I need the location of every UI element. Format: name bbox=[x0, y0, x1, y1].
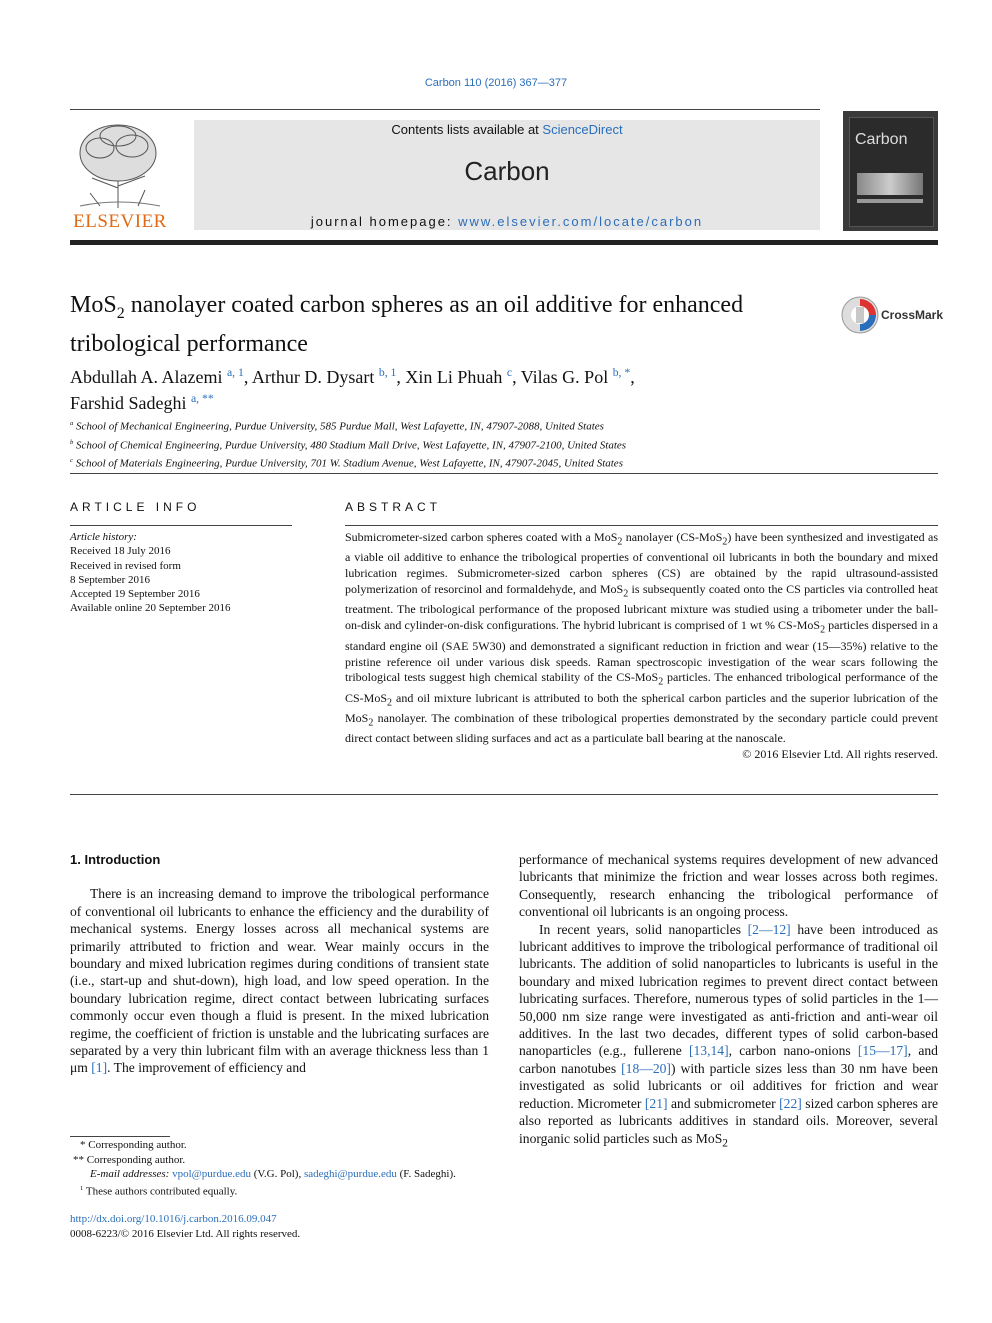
footnote-rule bbox=[70, 1136, 170, 1137]
email-link[interactable]: sadeghi@purdue.edu bbox=[303, 1168, 397, 1180]
homepage-link[interactable]: www.elsevier.com/locate/carbon bbox=[458, 214, 704, 229]
footnote-emails: E-mail addresses: vpol@purdue.edu (V.G. Pol), sadeghi@purdue.edu (F. Sadeghi). bbox=[90, 1168, 456, 1180]
author: Farshid Sadeghi bbox=[70, 393, 187, 413]
paragraph: In recent years, solid nanoparticles [2—12] have been introduced as lubricant additives to improve the tribological performance of traditional oil lubricants. The addition of solid nanoparticles to lubricants is useful in the boundary and mixed lubrication regimes to prevent direct contact between lubricating surfaces. Therefore, numerous types of solid particles in the 1—50,000 nm size range were investigated as anti-friction and anti-wear oil additives. In the last two decades, different types of solid carbon-based nanoparticles (e.g., fullerene [13,14], carbon nano-onions [15—17], and carbon nanotubes [18—20]) with particle sizes less than 30 nm have been investigated as solid lubricants or oil additives for friction and wear reduction. Micrometer [21] and submicrometer [22] sized carbon spheres are also reported as lubricants additives in standard oils. Moreover, several inorganic solid particles such as MoS$_2$ bbox=[519, 921, 939, 1150]
article-title: MoS$_2$ nanolayer coated carbon spheres as an oil additive for enhanced tribological performance bbox=[70, 292, 744, 357]
journal-name: Carbon bbox=[464, 156, 550, 186]
journal-reference[interactable] bbox=[0, 77, 992, 89]
abstract-text: Submicrometer-sized carbon spheres coated with a MoS$_2$ nanolayer (CS-MoS$_2$) have been synthesized and investigated as a viable oil additive to enhance the tribological properties of conventional oil lubricants in both the boundary and mixed lubrication regimes. Submicrometer-sized carbon spheres (CS) are obtained by the rapid ultrasound-assisted polymerization of resorcinol and formaldehyde, and MoS$_2$ is subsequently coated onto the CS particles via controlled heat treatment. The tribological performance of the proposed lubricant mixture was studied using a tribometer under the ball-on-disk and cylinder-on-disk configurations. The hybrid lubricant is comprised of 1 wt % CS-MoS$_2$ particles dispersed in a standard engine oil (SAE 5W30) and demonstrated a significant reduction in friction and wear (15—35%) relative to the pristine reference oil under various disk speeds. Raman spectroscopic investigation of the wear scars following the tribological tests suggest high chemical stability of the CS-MoS$_2$ particles. The enhanced tribological performance of the CS-MoS$_2$ and oil mixture lubricant is attributed to both the spherical carbon particles and the superior lubrication of the MoS$_2$ nanolayer. The combination of these tribological properties demonstrated by the secondary particle could prevent direct contact between sliding surfaces and act as a particulate ball bearing at the nanoscale. bbox=[345, 530, 938, 746]
section-heading: 1. Introduction bbox=[70, 852, 161, 867]
author-list: Abdullah A. Alazemi $^{a, 1}$, Arthur D. Dysart $^{b, 1}$, Xin Li Phuah $^c$, Vilas G. Pol $^{b, *}$, Farshid Sadeghi $^{a, **}$ bbox=[70, 366, 635, 413]
author: Arthur D. Dysart bbox=[251, 367, 375, 387]
paragraph: There is an increasing demand to improve the tribological performance of conventional oil lubricants to enhance the efficiency and the durability of mechanical systems. Energy losses across all mechanical systems are primarily attributed to friction and wear. Wear mainly occurs in the boundary and mixed lubrication regimes during conditions of transient state (i.e., start-up and shut-down), high load, and low speed operation. In the boundary lubrication regime, direct contact between lubricating surfaces commonly occur even though a fluid is present. In the mixed lubrication regime, the coefficient of friction is unstable and the lubricating surfaces are separated by a very thin lubricant film with an average thickness less than 1 μm [1]. The improvement of efficiency and bbox=[70, 886, 489, 1076]
history-line: Available online 20 September 2016 bbox=[70, 602, 231, 615]
crossmark-badge[interactable] bbox=[841, 296, 944, 336]
email-link[interactable]: vpol@purdue.edu bbox=[172, 1168, 251, 1180]
affiliations bbox=[70, 416, 930, 472]
history-line: Accepted 19 September 2016 bbox=[70, 588, 200, 601]
cover-title: Carbon bbox=[855, 131, 908, 148]
history-line: Received 18 July 2016 bbox=[70, 545, 171, 558]
author-affil-mark[interactable]: c bbox=[506, 366, 513, 379]
footnote: ** Corresponding author. bbox=[73, 1153, 186, 1166]
doi-link[interactable]: http://dx.doi.org/10.1016/j.carbon.2016.09.047 bbox=[70, 1213, 277, 1225]
author-affil-mark[interactable]: b, * bbox=[612, 366, 631, 379]
affiliation: $^a$ School of Mechanical Engineering, Purdue University, 585 Purdue Mall, West Lafayette, IN, 47907-2088, United States bbox=[70, 420, 604, 433]
history-line: 8 September 2016 bbox=[70, 573, 151, 586]
publisher-logo-text: ELSEVIER bbox=[73, 211, 167, 232]
abstract-copyright: © 2016 Elsevier Ltd. All rights reserved. bbox=[742, 747, 938, 762]
affiliation-rule bbox=[70, 473, 938, 474]
footnotes bbox=[70, 1138, 500, 1199]
body-column-right bbox=[519, 851, 938, 1153]
author-affil-mark[interactable]: a, 1 bbox=[226, 366, 244, 379]
abstract-heading: ABSTRACT bbox=[345, 500, 442, 514]
abstract bbox=[345, 530, 938, 763]
article-info-rule bbox=[70, 525, 292, 526]
history-line: Received in revised form bbox=[70, 559, 181, 572]
body-column-left bbox=[70, 851, 489, 1077]
footnote: * Corresponding author. bbox=[80, 1139, 187, 1151]
affiliation: $^b$ School of Chemical Engineering, Purdue University, 480 Stadium Mall Drive, West Lafayette, IN, 47907-2100, United States bbox=[70, 438, 627, 452]
crossmark-label: CrossMark bbox=[881, 308, 944, 322]
doi-block bbox=[70, 1212, 300, 1242]
abstract-rule bbox=[345, 525, 938, 526]
crossmark-icon bbox=[841, 296, 879, 334]
author: Vilas G. Pol bbox=[520, 367, 609, 387]
footnote: $^1$ These authors contributed equally. bbox=[80, 1184, 238, 1198]
journal-ref-link[interactable]: Carbon 110 (2016) 367—377 bbox=[424, 77, 568, 89]
header-rule bbox=[70, 109, 820, 110]
elsevier-logo bbox=[70, 118, 170, 233]
header-thick-rule bbox=[70, 240, 938, 245]
history-label: Article history: bbox=[70, 531, 137, 543]
paragraph: performance of mechanical systems requires development of new advanced lubricants that minimize the friction and wear losses across both regimes. Consequently, research enhancing the tribological performance of conventional oil lubricants is an ongoing process. bbox=[519, 852, 938, 920]
journal-cover-thumbnail bbox=[843, 111, 938, 231]
affiliation: $^c$ School of Materials Engineering, Purdue University, 701 W. Stadium Avenue, West Lafayette, IN, 47907-2045, United States bbox=[70, 457, 623, 470]
abstract-bottom-rule bbox=[70, 794, 938, 795]
issn-line: 0008-6223/© 2016 Elsevier Ltd. All rights reserved. bbox=[70, 1228, 301, 1240]
sciencedirect-link[interactable]: ScienceDirect bbox=[542, 122, 623, 137]
author-affil-mark[interactable]: b, 1 bbox=[378, 366, 397, 379]
article-info-heading: ARTICLE INFO bbox=[70, 500, 201, 514]
article-history bbox=[70, 530, 300, 616]
journal-banner bbox=[194, 120, 820, 230]
journal-homepage: journal homepage: www.elsevier.com/locate/carbon bbox=[310, 214, 704, 229]
contents-line: Contents lists available at ScienceDirect bbox=[391, 122, 623, 137]
author-affil-mark[interactable]: a, ** bbox=[191, 392, 214, 405]
author: Xin Li Phuah bbox=[405, 367, 503, 387]
author: Abdullah A. Alazemi bbox=[70, 367, 223, 387]
